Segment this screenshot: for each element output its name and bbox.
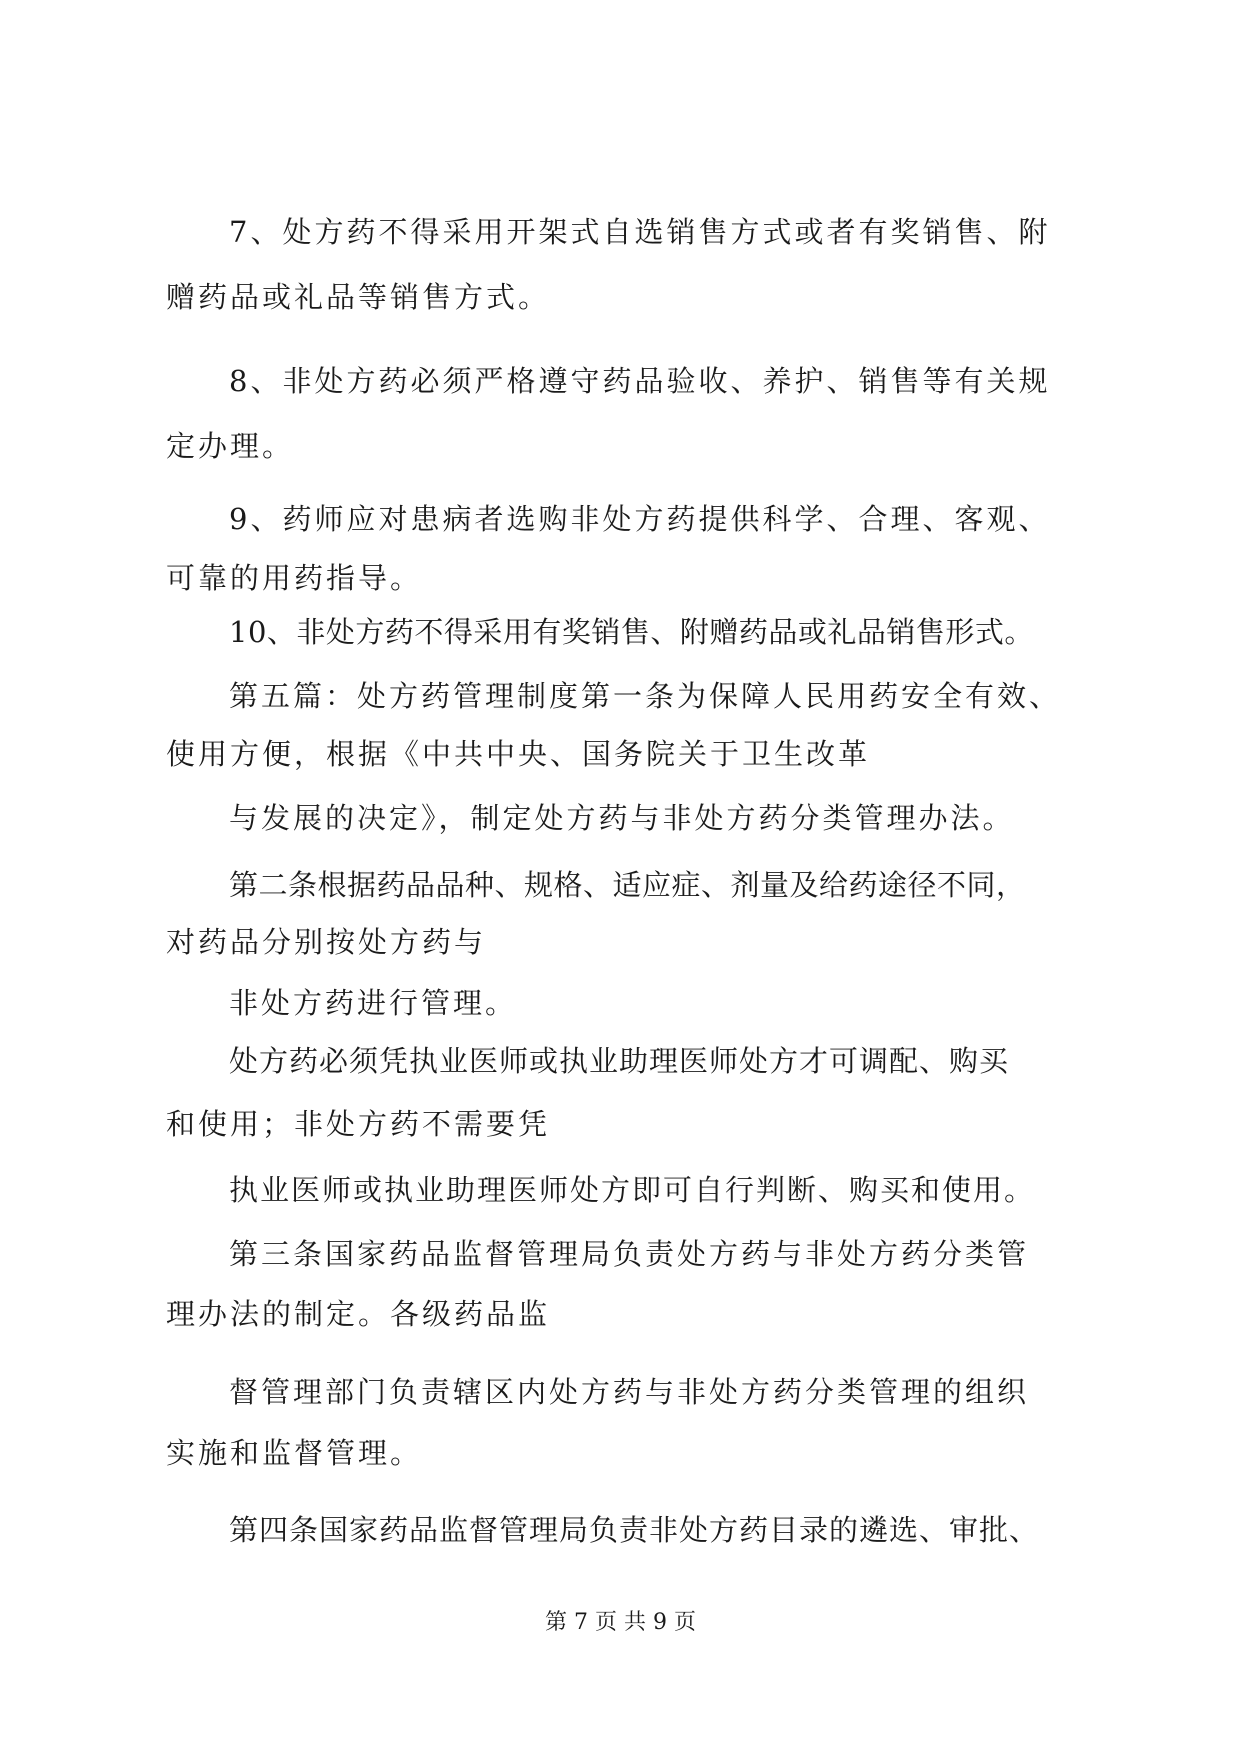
text-line: 可靠的用药指导。 — [166, 561, 423, 595]
text-line: 9、药师应对患病者选购非处方药提供科学、合理、客观、 — [229, 502, 1051, 536]
text-line: 赠药品或礼品等销售方式。 — [166, 280, 551, 314]
text-line: 7、处方药不得采用开架式自选销售方式或者有奖销售、附 — [229, 215, 1051, 249]
text-line: 第五篇：处方药管理制度第一条为保障人民用药安全有效、 — [229, 679, 1062, 713]
text-line: 实施和监督管理。 — [166, 1436, 423, 1470]
text-line: 使用方便，根据《中共中央、国务院关于卫生改革 — [166, 737, 871, 771]
text-line: 和使用；非处方药不需要凭 — [166, 1107, 551, 1141]
page-number-footer: 第 7 页 共 9 页 — [545, 1610, 696, 1635]
text-line: 第四条国家药品监督管理局负责非处方药目录的遴选、审批、 — [229, 1513, 1040, 1547]
text-line: 8、非处方药必须严格遵守药品验收、养护、销售等有关规 — [229, 364, 1051, 398]
text-line: 第二条根据药品品种、规格、适应症、剂量及给药途径不同， — [229, 868, 1026, 902]
text-line: 与发展的决定》，制定处方药与非处方药分类管理办法。 — [229, 801, 1015, 835]
text-line: 执业医师或执业助理医师处方即可自行判断、购买和使用。 — [229, 1173, 1036, 1207]
text-line: 10、非处方药不得采用有奖销售、附赠药品或礼品销售形式。 — [229, 615, 1034, 649]
text-line: 定办理。 — [166, 429, 295, 463]
text-line: 非处方药进行管理。 — [229, 986, 518, 1020]
text-line: 对药品分别按处方药与 — [166, 925, 487, 959]
text-line: 督管理部门负责辖区内处方药与非处方药分类管理的组织 — [229, 1375, 1030, 1409]
text-line: 第三条国家药品监督管理局负责处方药与非处方药分类管 — [229, 1237, 1030, 1271]
text-line: 理办法的制定。各级药品监 — [166, 1297, 551, 1331]
text-line: 处方药必须凭执业医师或执业助理医师处方才可调配、购买 — [229, 1044, 1010, 1078]
